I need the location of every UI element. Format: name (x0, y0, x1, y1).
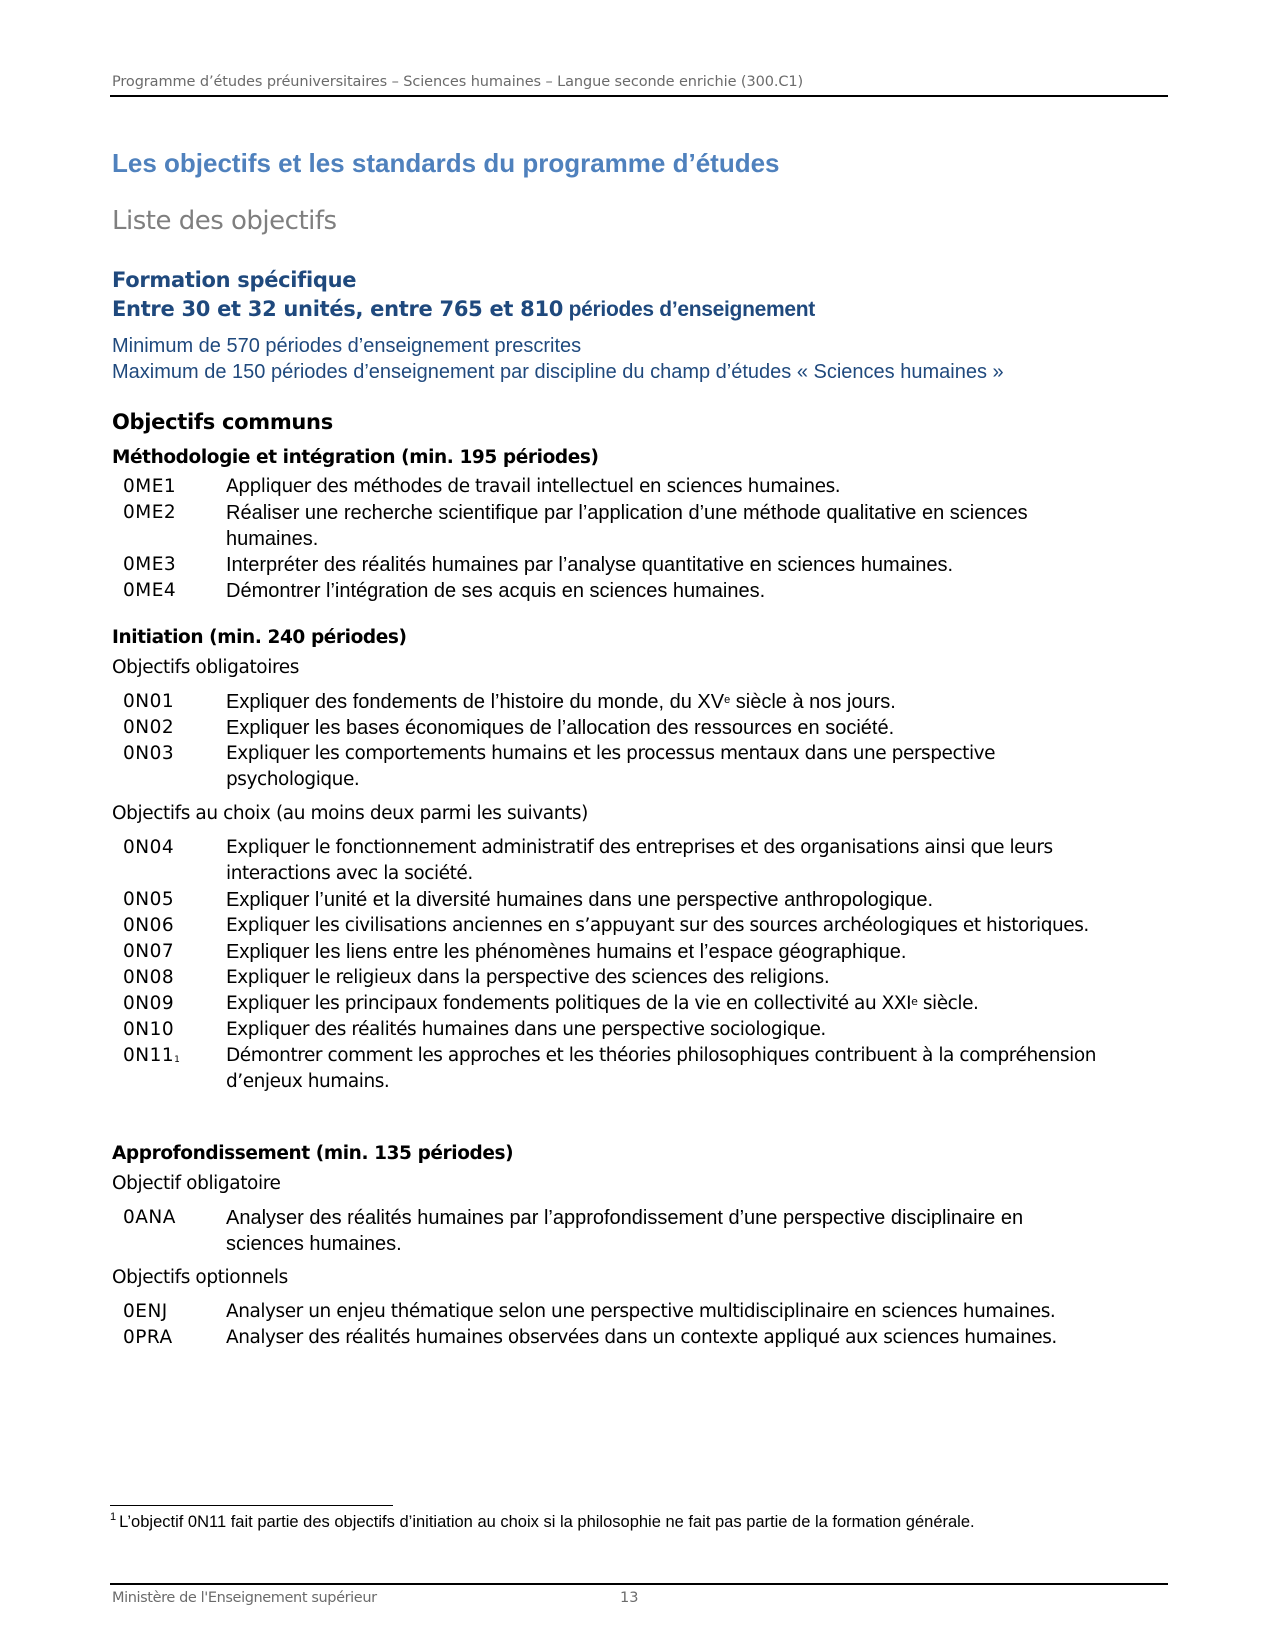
objective-row (112, 835, 1172, 887)
objective-text: Appliquer des méthodes de travail intellectuel en sciences humaines. (226, 476, 841, 497)
approfondissement-section (112, 1141, 1172, 1351)
objective-text: Expliquer des fondements de l’histoire du monde, du XVe siècle à nos jours. (226, 691, 896, 713)
objective-row (112, 715, 1172, 741)
objective-code: 0ANA (123, 1207, 176, 1228)
objective-text: Expliquer le religieux dans la perspective des sciences des religions. (226, 967, 830, 988)
objective-text: Expliquer des réalités humaines dans une perspective sociologique. (226, 1019, 826, 1040)
page-number: 13 (620, 1590, 639, 1606)
objective-row (112, 1325, 1172, 1351)
objective-code: 0N08 (123, 967, 175, 988)
objective-text: Expliquer le fonctionnement administratif des entreprises et des organisations ainsi que leurs interactions avec la société. (226, 837, 1053, 884)
objective-code: 0N04 (123, 837, 175, 858)
objective-text: Expliquer les principaux fondements politiques de la vie en collectivité au XXIe siècle. (226, 993, 979, 1014)
objective-text: Expliquer les comportements humains et les processus mentaux dans une perspective psychologique. (226, 743, 996, 790)
methodologie-title: Méthodologie et intégration (min. 195 périodes) (112, 447, 599, 468)
objective-row (112, 991, 1172, 1017)
formation-heading: Formation spécifique (112, 268, 357, 292)
objective-code: 0ME1 (123, 476, 177, 497)
objective-text: Expliquer l’unité et la diversité humaines dans une perspective anthropologique. (226, 889, 934, 911)
methodologie-section (112, 445, 1172, 604)
objective-code: $0N11^1$ (123, 1045, 180, 1066)
objective-row (112, 741, 1172, 793)
objectifs-communs-heading: Objectifs communs (112, 410, 333, 434)
objective-text: Expliquer les bases économiques de l’allocation des ressources en société. (226, 717, 895, 739)
formation-units (112, 295, 1004, 324)
objective-row (112, 500, 1172, 552)
formation-note-minimum: Minimum de 570 périodes d’enseignement prescrites (112, 335, 582, 357)
footer-ministry: Ministère de l'Enseignement supérieur (112, 1590, 377, 1606)
objective-code: 0ME4 (123, 580, 177, 601)
initiation-obligatoires-label: Objectifs obligatoires (112, 657, 299, 678)
objective-row (112, 578, 1172, 604)
objective-code: 0N05 (123, 889, 175, 910)
objective-row (112, 965, 1172, 991)
formation-specifique (112, 266, 1004, 385)
objective-text: Démontrer l’intégration de ses acquis en sciences humaines. (226, 580, 766, 602)
initiation-choix-label: Objectifs au choix (au moins deux parmi les suivants) (112, 803, 588, 824)
formation-note-maximum: Maximum de 150 périodes d’enseignement par discipline du champ d’études « Sciences humaines » (112, 361, 1004, 383)
footer-rule (110, 1583, 1168, 1585)
objective-code: 0N07 (123, 941, 175, 962)
header-rule (110, 95, 1168, 97)
objective-code: 0ENJ (123, 1301, 168, 1322)
objective-text: Expliquer les liens entre les phénomènes humains et l’espace géographique. (226, 941, 907, 963)
page-title: Les objectifs et les standards du programme d’études (112, 148, 780, 178)
objective-code: 0N03 (123, 743, 175, 764)
section-subtitle: Liste des objectifs (112, 206, 337, 236)
footnote-separator (110, 1505, 393, 1506)
formation-units-bold: Entre 30 et 32 unités, entre 765 et 810 (112, 297, 564, 321)
objective-row (112, 1205, 1172, 1257)
objective-row (112, 474, 1172, 500)
objective-text: Interpréter des réalités humaines par l’analyse quantitative en sciences humaines. (226, 554, 954, 576)
objective-code: 0ME3 (123, 554, 177, 575)
footnote-marker: 1 (110, 1511, 117, 1523)
objective-row (112, 689, 1172, 715)
objective-text: Analyser un enjeu thématique selon une perspective multidisciplinaire en sciences humaines. (226, 1301, 1056, 1322)
formation-units-rest: périodes d’enseignement (563, 298, 815, 321)
objective-text: Analyser des réalités humaines observées dans un contexte appliqué aux sciences humaines. (226, 1327, 1057, 1348)
objective-row (112, 939, 1172, 965)
footnote (110, 1513, 975, 1532)
objective-row (112, 1017, 1172, 1043)
objective-code: 0PRA (123, 1327, 173, 1348)
approfondissement-optionnels-label: Objectifs optionnels (112, 1267, 288, 1288)
approfondissement-title: Approfondissement (min. 135 périodes) (112, 1143, 514, 1164)
objective-row (112, 552, 1172, 578)
objective-code: 0N01 (123, 691, 175, 712)
objective-text: Réaliser une recherche scientifique par l’application d’une méthode qualitative en sciences humaines. (226, 502, 1028, 550)
initiation-title: Initiation (min. 240 périodes) (112, 627, 407, 648)
objective-row (112, 887, 1172, 913)
objective-code: 0N02 (123, 717, 175, 738)
objective-code: 0ME2 (123, 502, 177, 523)
objective-text: Expliquer les civilisations anciennes en s’appuyant sur des sources archéologiques et historiques. (226, 915, 1089, 936)
objective-row (112, 913, 1172, 939)
footnote-ref[interactable]: 1 (174, 1055, 180, 1065)
objective-code: 0N10 (123, 1019, 175, 1040)
objective-text: Analyser des réalités humaines par l’approfondissement d’une perspective disciplinaire en sciences humaines. (226, 1207, 1024, 1255)
approfondissement-obligatoire-label: Objectif obligatoire (112, 1173, 281, 1194)
footnote-text: L’objectif 0N11 fait partie des objectifs d’initiation au choix si la philosophie ne fait pas partie de la formation générale. (119, 1513, 975, 1531)
objective-text: Démontrer comment les approches et les théories philosophiques contribuent à la compréhension d’enjeux humains. (226, 1045, 1096, 1092)
objective-code: 0N06 (123, 915, 175, 936)
objective-row (112, 1043, 1172, 1095)
objective-code: 0N09 (123, 993, 175, 1014)
initiation-section (112, 625, 1172, 1095)
objective-row (112, 1299, 1172, 1325)
running-header: Programme d’études préuniversitaires – Sciences humaines – Langue seconde enrichie (300.C1) (112, 74, 804, 90)
